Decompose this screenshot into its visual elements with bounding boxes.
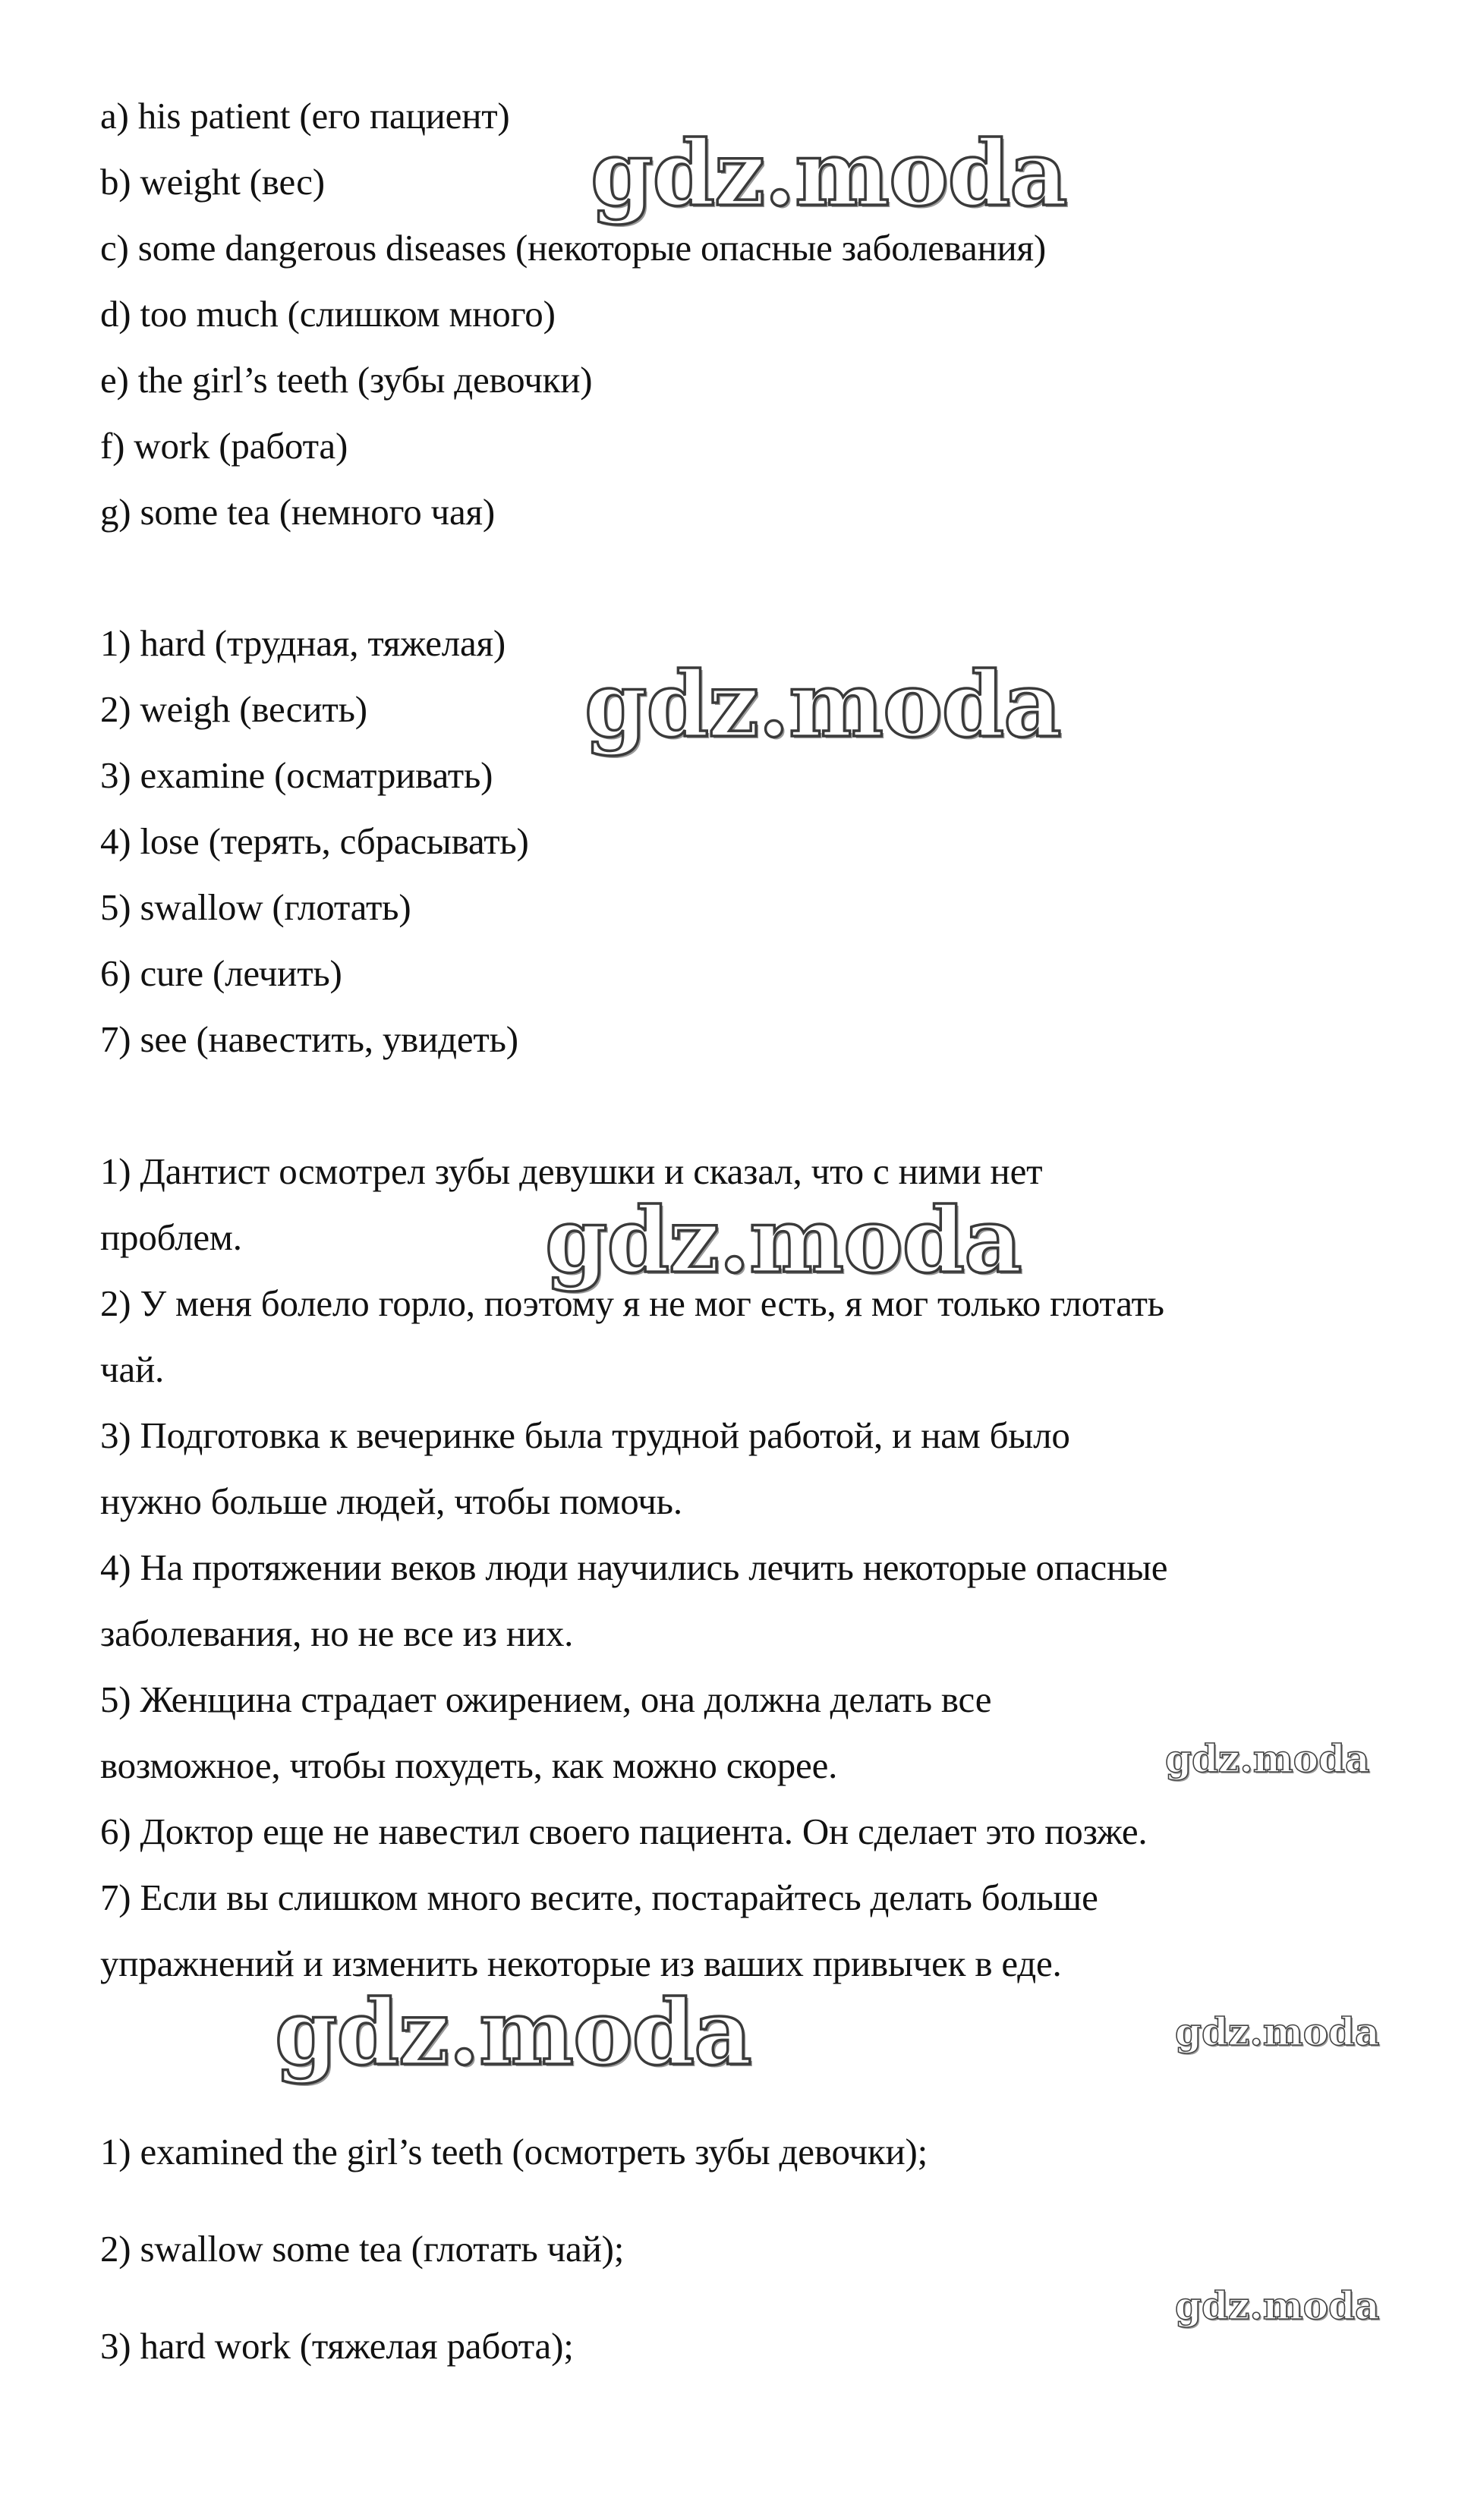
translation-line: 6) Доктор еще не навестил своего пациента. Он сделает это позже. xyxy=(100,1811,1148,1852)
watermark-logo: gdz.moda xyxy=(1175,2009,1380,2054)
word-item-b: b) weight (вес) xyxy=(100,161,325,203)
translation-line: 4) На протяжении веков люди научились лечить некоторые опасные xyxy=(100,1546,1168,1588)
translation-line: упражнений и изменить некоторые из ваших привычек в еде. xyxy=(100,1943,1062,1984)
word-item-d: d) too much (слишком много) xyxy=(100,293,556,335)
verb-item-2: 2) weigh (весить) xyxy=(100,688,367,730)
verb-item-1: 1) hard (трудная, тяжелая) xyxy=(100,622,506,664)
translation-line: чай. xyxy=(100,1348,165,1390)
watermark-logo: gdz.moda xyxy=(1175,2283,1380,2328)
translation-line: 3) Подготовка к вечеринке была трудной работой, и нам было xyxy=(100,1414,1070,1456)
word-item-c: c) some dangerous diseases (некоторые опасные заболевания) xyxy=(100,227,1046,269)
word-item-a: a) his patient (его пациент) xyxy=(100,95,510,137)
verb-item-4: 4) lose (терять, сбрасывать) xyxy=(100,820,529,862)
verb-item-6: 6) cure (лечить) xyxy=(100,952,342,994)
translation-line: заболевания, но не все из них. xyxy=(100,1612,574,1654)
translation-line: нужно больше людей, чтобы помочь. xyxy=(100,1480,682,1522)
watermark-logo: gdz.moda xyxy=(275,1980,751,2085)
verb-item-5: 5) swallow (глотать) xyxy=(100,886,411,928)
translation-line: 7) Если вы слишком много весите, постарайтесь делать больше xyxy=(100,1877,1098,1918)
translation-line: 1) Дантист осмотрел зубы девушки и сказал, что с ними нет xyxy=(100,1150,1043,1192)
collocation-item-3: 3) hard work (тяжелая работа); xyxy=(100,2325,574,2367)
verb-item-3: 3) examine (осматривать) xyxy=(100,754,493,796)
translation-line: проблем. xyxy=(100,1216,242,1258)
translation-line: 5) Женщина страдает ожирением, она должна делать все xyxy=(100,1678,992,1720)
verb-item-7: 7) see (навестить, увидеть) xyxy=(100,1018,518,1060)
watermark-logo: gdz.moda xyxy=(591,121,1067,226)
word-item-f: f) work (работа) xyxy=(100,425,348,467)
watermark-logo: gdz.moda xyxy=(545,1188,1022,1293)
collocation-item-2: 2) swallow some tea (глотать чай); xyxy=(100,2228,625,2270)
watermark-logo: gdz.moda xyxy=(584,652,1061,757)
collocation-item-1: 1) examined the girl’s teeth (осмотреть зубы девочки); xyxy=(100,2131,928,2172)
word-item-g: g) some tea (немного чая) xyxy=(100,491,496,533)
watermark-logo: gdz.moda xyxy=(1165,1736,1370,1781)
translation-line: возможное, чтобы похудеть, как можно скорее. xyxy=(100,1744,838,1786)
translation-line: 2) У меня болело горло, поэтому я не мог есть, я мог только глотать xyxy=(100,1282,1164,1324)
word-item-e: e) the girl’s teeth (зубы девочки) xyxy=(100,359,593,401)
